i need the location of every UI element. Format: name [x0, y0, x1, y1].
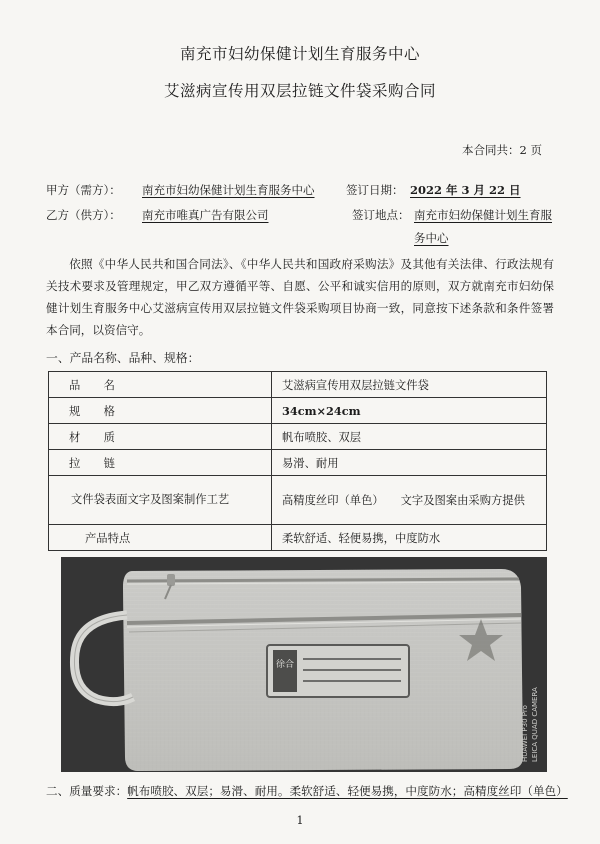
product-photo	[61, 557, 547, 772]
spec-key: 材 质	[49, 424, 272, 450]
contract-title-line2: 艾滋病宣传用双层拉链文件袋采购合同	[163, 82, 436, 100]
spec-key: 品 名	[49, 372, 272, 398]
seller-label: 乙方（供方）：	[46, 208, 121, 222]
watermark-line2: LEICA QUAD CAMERA	[531, 687, 539, 762]
page-count: 本合同共：2 页	[462, 143, 542, 157]
spec-value: 易滑、耐用	[272, 450, 547, 476]
sign-date: 2022 年 3 月 22 日	[410, 183, 521, 197]
seller-name: 南充市唯真广告有限公司	[142, 208, 269, 222]
section1-heading: 一、产品名称、品种、规格：	[46, 351, 200, 365]
section2-heading: 二、质量要求：	[46, 784, 128, 798]
spec-key: 产品特点	[49, 525, 272, 551]
buyer-name: 南充市妇幼保健计划生育服务中心	[142, 183, 315, 197]
spec-value: 高精度丝印（单色） 文字及图案由采购方提供	[272, 476, 547, 525]
bag-label-text: 徐合	[275, 660, 295, 670]
contract-title-line1: 南充市妇幼保健计划生育服务中心	[179, 45, 420, 63]
spec-key: 拉 链	[49, 450, 272, 476]
section2-text: 帆布喷胶、双层；易滑、耐用。柔软舒适、轻便易携，中度防水；高精度丝印（单色）	[127, 784, 568, 798]
buyer-label: 甲方（需方）：	[46, 183, 121, 197]
table-row	[49, 398, 547, 424]
spec-value: 柔软舒适、轻便易携，中度防水	[272, 525, 547, 551]
contract-intro-paragraph: 依照《中华人民共和国合同法》、《中华人民共和国政府采购法》及其他有关法律、行政法规有关技术要求及管理规定，甲乙双方遵循平等、自愿、公平和诚实信用的原则，双方就南充市妇幼保健计划生育服务中心艾滋病宣传用双层拉链文件袋采购项目协商一致，同意按下述条款和条件签署本合同，以资信守。	[46, 257, 554, 337]
section2-quality	[46, 783, 568, 799]
sign-place-label: 签订地点：	[352, 208, 410, 222]
spec-value: 艾滋病宣传用双层拉链文件袋	[272, 372, 547, 398]
spec-key: 规 格	[49, 398, 272, 424]
sign-place-line1: 南充市妇幼保健计划生育服	[414, 208, 552, 222]
spec-value: 34cm×24cm	[272, 398, 547, 424]
sign-place-line2: 务中心	[414, 231, 449, 245]
table-row	[49, 424, 547, 450]
table-row	[49, 372, 547, 398]
product-spec-table	[48, 371, 547, 551]
spec-key: 文件袋表面文字及图案制作工艺	[49, 476, 272, 525]
table-row	[49, 476, 547, 525]
page-number: 1	[296, 814, 304, 827]
table-row	[49, 450, 547, 476]
sign-date-label: 签订日期：	[346, 183, 404, 197]
watermark-line1: HUAWEI P30 Pro	[521, 705, 529, 762]
zipper-bag-illustration	[61, 557, 547, 772]
table-row	[49, 525, 547, 551]
spec-value: 帆布喷胶、双层	[272, 424, 547, 450]
